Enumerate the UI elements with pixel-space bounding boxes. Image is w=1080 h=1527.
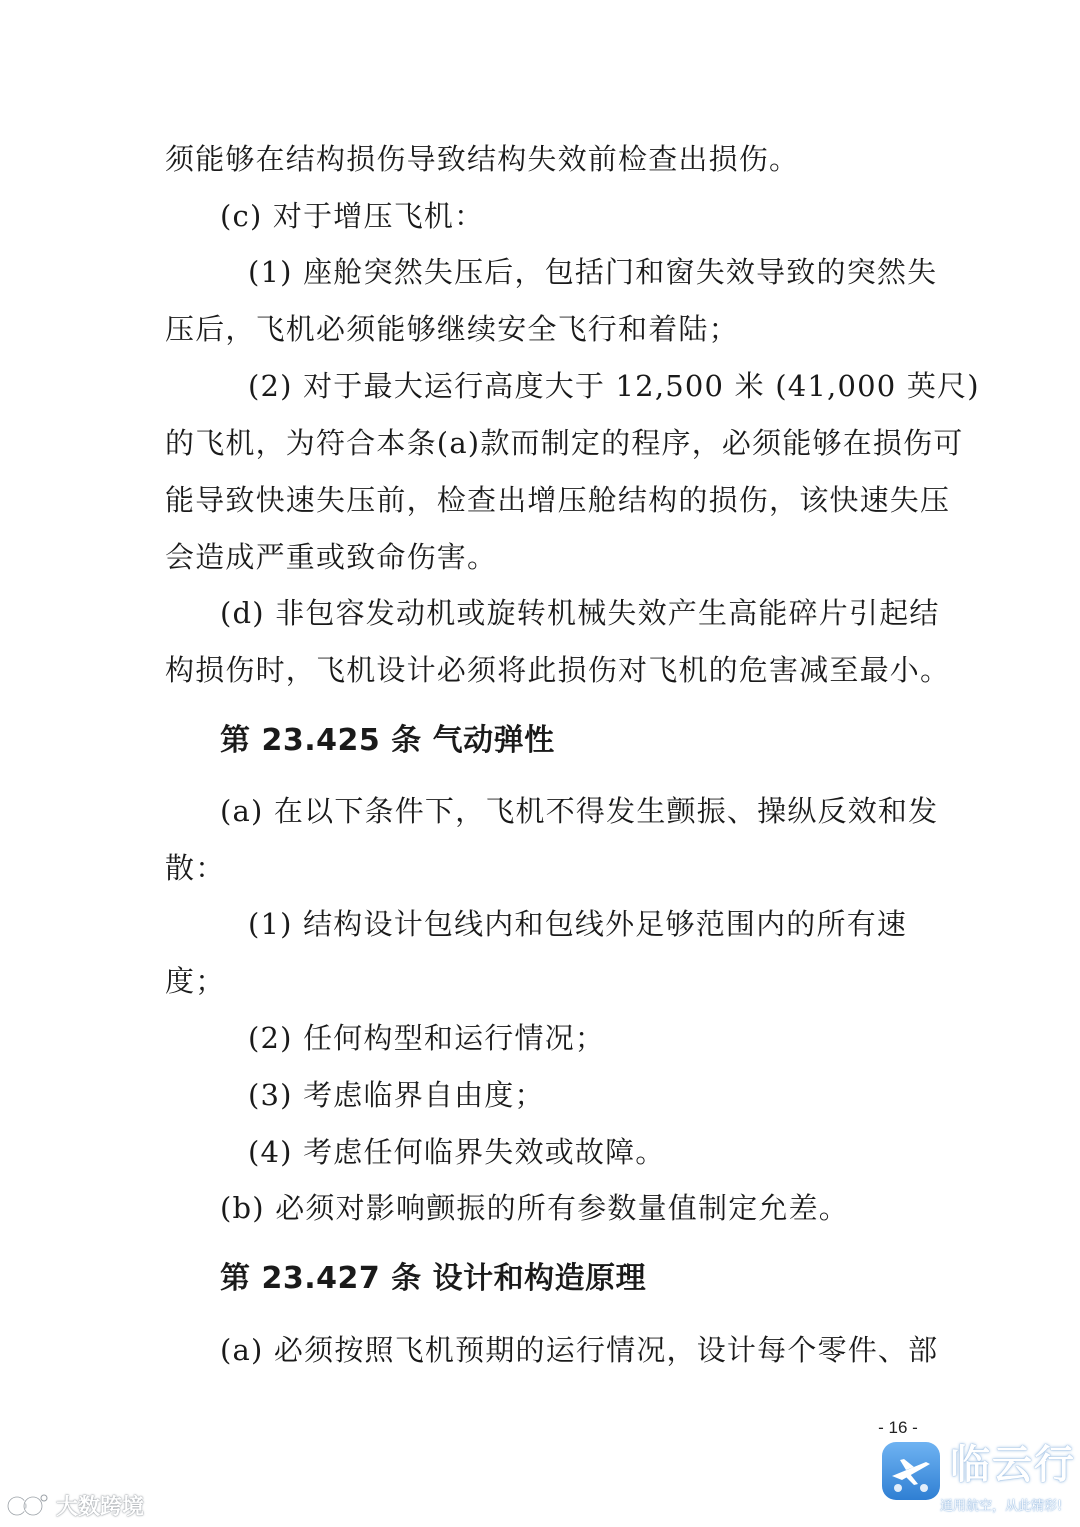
paragraph-line: (1) 座舱突然失压后，包括门和窗失效导致的突然失 (248, 255, 938, 289)
paragraph-line: (2) 任何构型和运行情况； (248, 1021, 606, 1055)
watermark-right-name: 临云行 (950, 1442, 1076, 1488)
paragraph-line: (2) 对于最大运行高度大于 12,500 米 (41,000 英尺) (248, 369, 980, 403)
paragraph-line: 散： (165, 851, 226, 885)
watermark-right (880, 1440, 1076, 1524)
paragraph-line: (d) 非包容发动机或旋转机械失效产生高能碎片引起结 (220, 596, 940, 630)
section-heading: 第 23.425 条 气动弹性 (220, 723, 555, 758)
paragraph-line: 度； (165, 964, 226, 998)
paragraph-line: (c) 对于增压飞机： (220, 199, 485, 233)
paragraph-line: (a) 必须按照飞机预期的运行情况，设计每个零件、部 (220, 1333, 939, 1367)
paragraph-line: 的飞机，为符合本条(a)款而制定的程序，必须能够在损伤可 (165, 426, 964, 460)
paragraph-line: (3) 考虑临界自由度； (248, 1078, 545, 1112)
watermark-left-text: 大数跨境 (56, 1494, 145, 1520)
paragraph-line: 压后，飞机必须能够继续安全飞行和着陆； (165, 312, 739, 346)
paragraph-line: 须能够在结构损伤导致结构失效前检查出损伤。 (165, 142, 800, 176)
paragraph-line: (b) 必须对影响颤振的所有参数量值制定允差。 (220, 1191, 850, 1225)
page-number: - 16 - (878, 1418, 918, 1437)
paragraph-line: (4) 考虑任何临界失效或故障。 (248, 1135, 666, 1169)
paragraph-line: 能导致快速失压前，检查出增压舱结构的损伤，该快速失压 (165, 483, 951, 517)
section-heading: 第 23.427 条 设计和构造原理 (220, 1261, 647, 1296)
paragraph-line: 构损伤时，飞机设计必须将此损伤对飞机的危害减至最小。 (165, 653, 951, 687)
airplane-logo-icon (880, 1440, 942, 1502)
paragraph-line: (1) 结构设计包线内和包线外足够范围内的所有速 (248, 907, 908, 941)
watermark-left (6, 1488, 144, 1522)
weibo-icon (6, 1492, 50, 1518)
paragraph-line: (a) 在以下条件下，飞机不得发生颤振、操纵反效和发 (220, 794, 939, 828)
watermark-right-slogan: 通用航空，从此精彩! (940, 1499, 1063, 1514)
paragraph-line: 会造成严重或致命伤害。 (165, 540, 498, 574)
